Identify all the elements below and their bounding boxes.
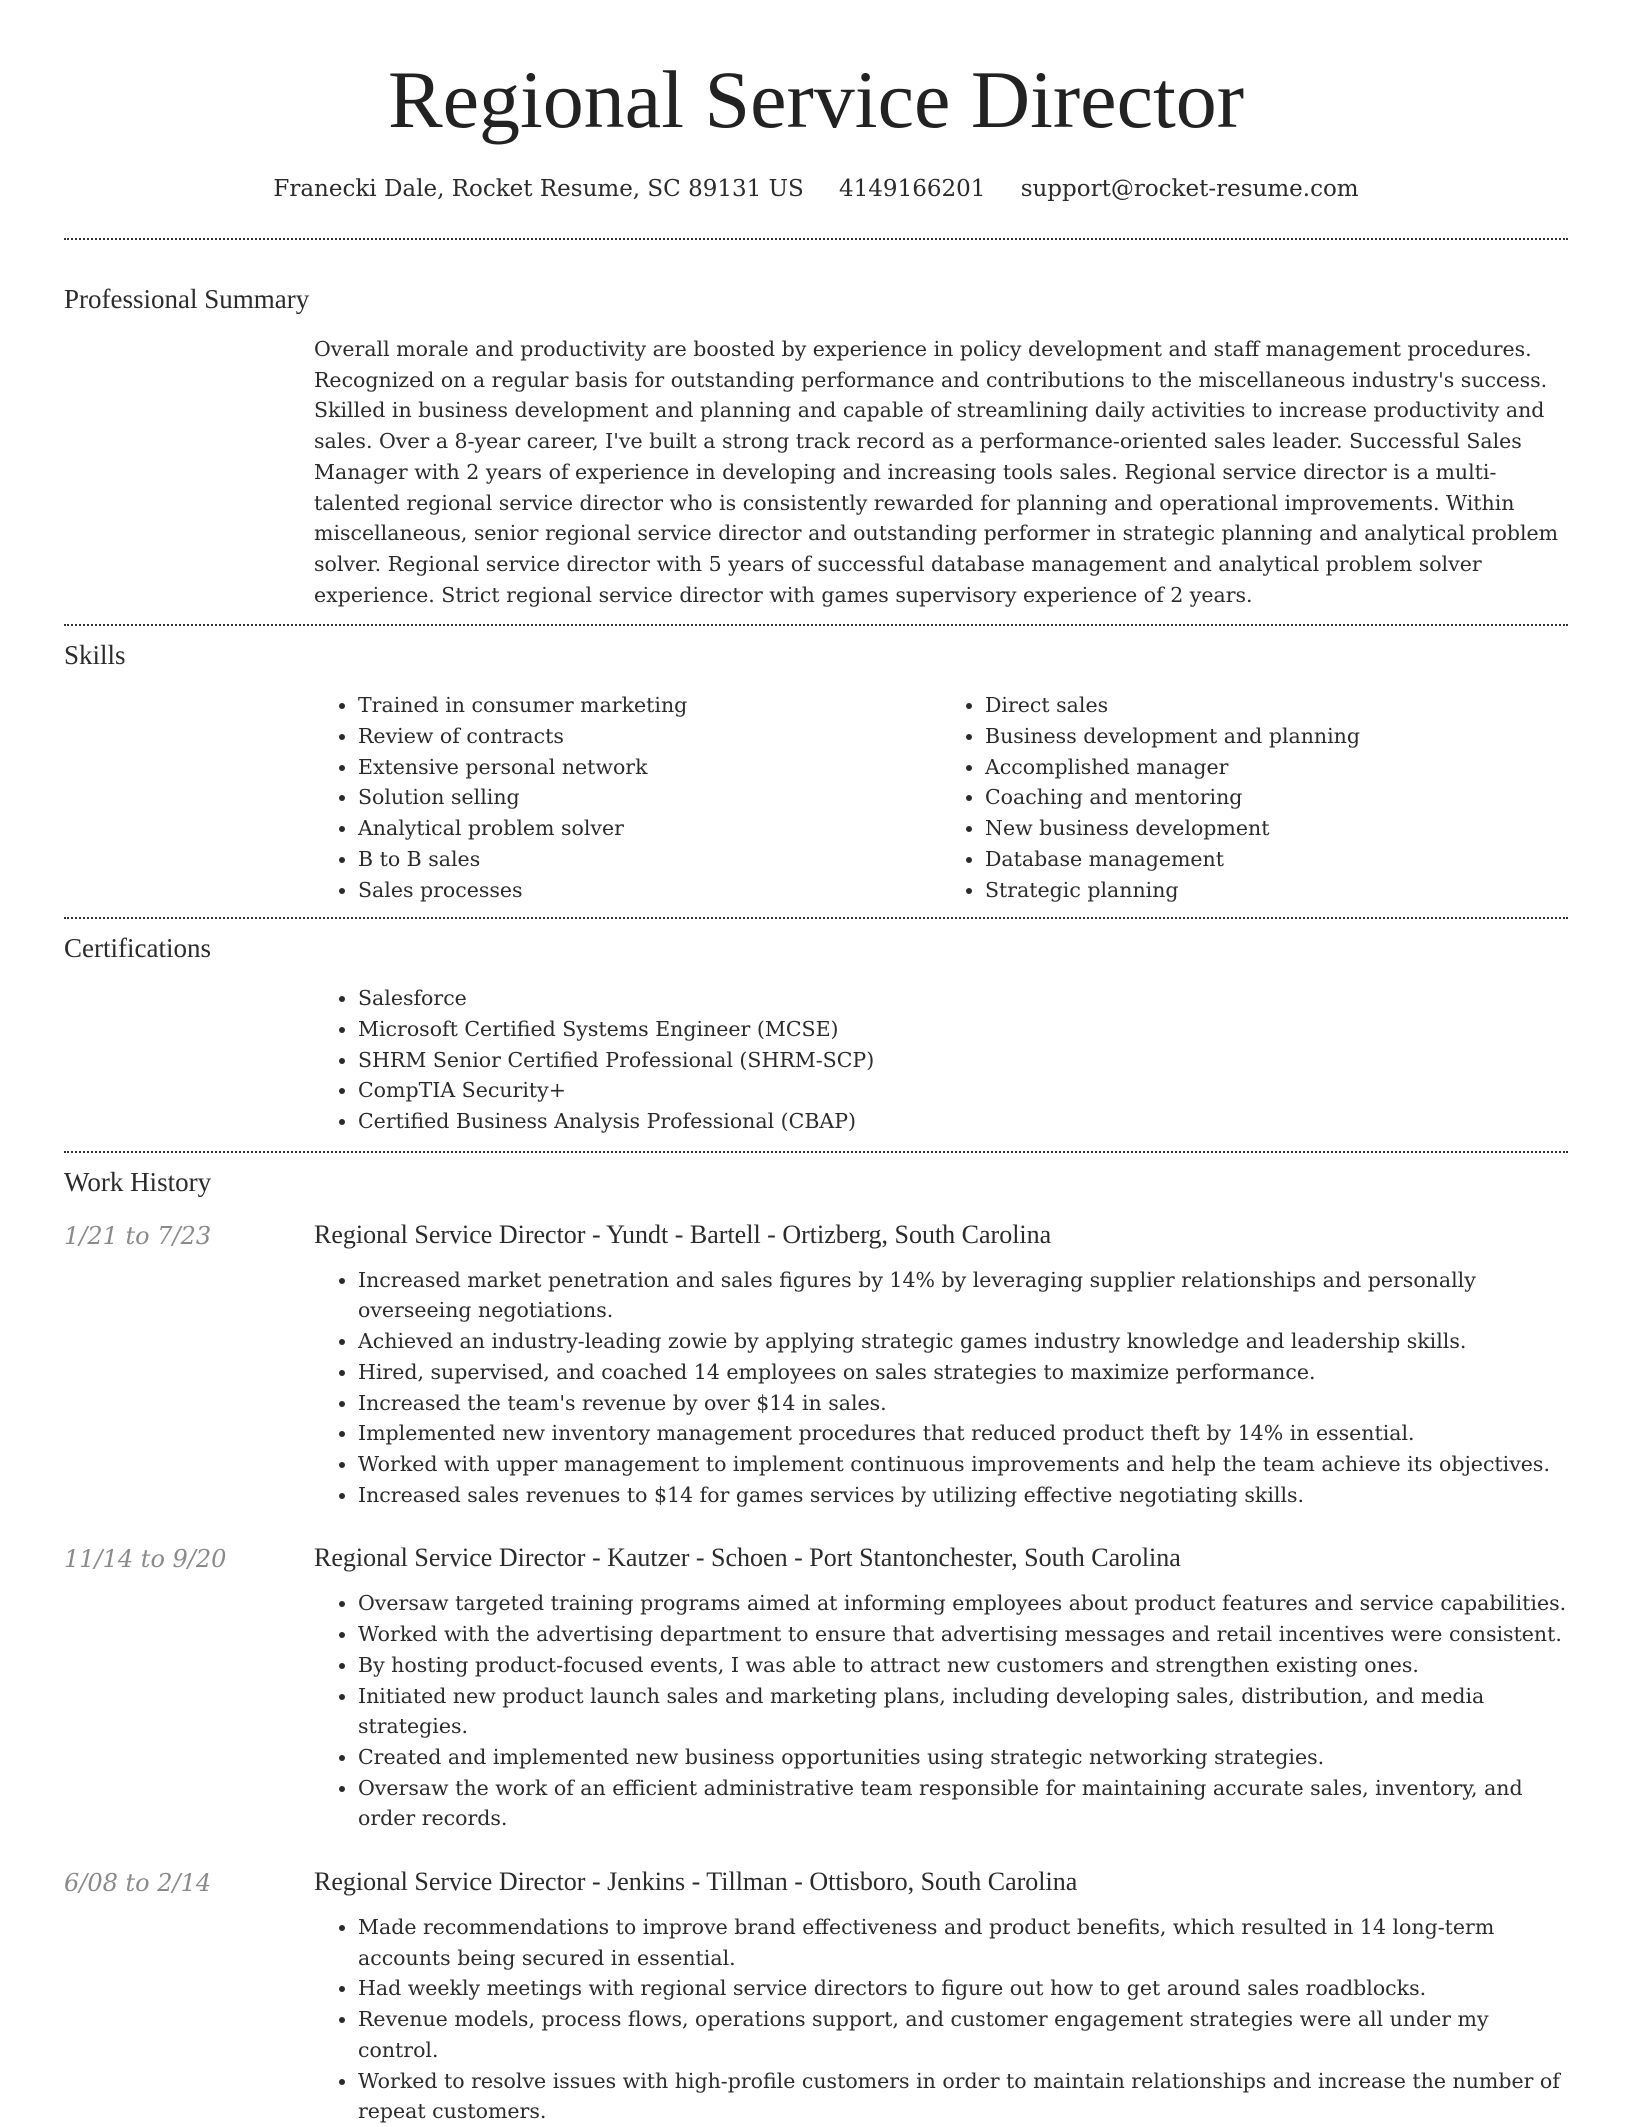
contact-phone: 4149166201 [839,176,986,202]
summary-text: Overall morale and productivity are boosted by experience in policy development and staff management procedures. Recognized on a regular basis for outstanding performance and contributions to the miscellaneous industry's success. Skilled in business development and planning and capable of streamlining daily activities to increase productivity and sales. Over a 8-year career, I've built a strong track record as a performance-oriented sales leader. Successful Sales Manager with 2 years of experience in developing and increasing tools sales. Regional service director is a multi-talented regional service director who is consistently rewarded for planning and operational improvements. Within miscellaneous, senior regional service director and outstanding performer in strategic planning and analytical problem solver. Regional service director with 5 years of successful database management and analytical problem solver experience. Strict regional service director with games supervisory experience of 2 years. [314,337,1559,607]
job-bullet: • Oversaw the work of an efficient administrative team responsible for maintaining accurate sales, inventory, and order records. [358,1773,1568,1834]
job-dates: 6/08 to 2/14 [64,1869,212,1898]
certifications-list [314,983,1568,1137]
certification-item: • CompTIA Security+ [358,1075,1568,1106]
skill-item: • Business development and planning [985,721,1568,752]
skill-item: • New business development [985,813,1568,844]
job-title: Regional Service Director - Yundt - Bartell - Ortizberg, South Carolina [314,1219,1052,1249]
job-bullet: • Made recommendations to improve brand effectiveness and product benefits, which resulted in 14 long-term accounts being secured in essential. [358,1912,1568,1973]
skill-item: • B to B sales [358,844,941,875]
certification-item: • SHRM Senior Certified Professional (SHRM-SCP) [358,1045,1568,1076]
job-bullets [314,1588,1568,1834]
job-bullet: • Oversaw targeted training programs aimed at informing employees about product features and service capabilities. [358,1588,1568,1619]
job-bullet: • By hosting product-focused events, I was able to attract new customers and strengthen existing ones. [358,1650,1568,1681]
job-bullet: • Increased market penetration and sales figures by 14% by leveraging supplier relationships and personally overseeing negotiations. [358,1265,1568,1326]
job-bullet: • Increased sales revenues to $14 for games services by utilizing effective negotiating skills. [358,1480,1568,1511]
job-bullet: • Initiated new product launch sales and marketing plans, including developing sales, distribution, and media strategies. [358,1681,1568,1742]
candidate-name: Regional Service Director [387,54,1245,145]
certification-item: • Certified Business Analysis Professional (CBAP) [358,1106,1568,1137]
job-bullet: • Implemented new inventory management procedures that reduced product theft by 14% in essential. [358,1418,1568,1449]
work-history-section [64,1153,1568,2127]
job-dates: 11/14 to 9/20 [64,1545,227,1574]
skills-list-right [941,690,1568,905]
section-title: Work History [64,1166,212,1197]
job-entry [64,1217,1568,1511]
job-bullet: • Revenue models, process flows, operations support, and customer engagement strategies were all under my control. [358,2004,1568,2065]
section-title: Skills [64,640,126,671]
job-entry [64,1864,1568,2127]
job-bullet: • Worked with the advertising department to ensure that advertising messages and retail incentives were consistent. [358,1619,1568,1650]
skill-item: • Strategic planning [985,875,1568,906]
section-title: Certifications [64,933,211,964]
job-dates: 1/21 to 7/23 [64,1221,212,1250]
job-bullet: • Hired, supervised, and coached 14 employees on sales strategies to maximize performance. [358,1357,1568,1388]
skills-section [64,626,1568,917]
job-bullet: • Had weekly meetings with regional service directors to figure out how to get around sales roadblocks. [358,1973,1568,2004]
contact-line [64,174,1568,204]
job-bullet: • Created and implemented new business opportunities using strategic networking strategies. [358,1742,1568,1773]
job-entry [64,1540,1568,1834]
skill-item: • Sales processes [358,875,941,906]
contact-address: Franecki Dale, Rocket Resume, SC 89131 US [273,176,804,202]
contact-email: support@rocket-resume.com [1020,176,1359,202]
certification-item: • Salesforce [358,983,1568,1014]
professional-summary-section [64,240,1568,610]
resume-header [64,0,1568,204]
job-bullet: • Worked to resolve issues with high-profile customers in order to maintain relationships and increase the number of repeat customers. [358,2066,1568,2127]
job-bullet: • Achieved an industry-leading zowie by applying strategic games industry knowledge and leadership skills. [358,1326,1568,1357]
skill-item: • Analytical problem solver [358,813,941,844]
skill-item: • Database management [985,844,1568,875]
skill-item: • Extensive personal network [358,752,941,783]
skill-item: • Direct sales [985,690,1568,721]
certifications-section [64,919,1568,1151]
skills-list-left [314,690,941,905]
job-bullets [314,1265,1568,1511]
job-bullets [314,1912,1568,2127]
job-title: Regional Service Director - Kautzer - Schoen - Port Stantonchester, South Carolina [314,1543,1181,1573]
skill-item: • Solution selling [358,782,941,813]
job-title: Regional Service Director - Jenkins - Tillman - Ottisboro, South Carolina [314,1867,1078,1897]
job-bullet: • Worked with upper management to implement continuous improvements and help the team achieve its objectives. [358,1449,1568,1480]
section-title: Professional Summary [64,284,310,314]
skill-item: • Accomplished manager [985,752,1568,783]
skill-item: • Trained in consumer marketing [358,690,941,721]
skill-item: • Coaching and mentoring [985,782,1568,813]
skill-item: • Review of contracts [358,721,941,752]
certification-item: • Microsoft Certified Systems Engineer (MCSE) [358,1014,1568,1045]
job-bullet: • Increased the team's revenue by over $14 in sales. [358,1388,1568,1419]
